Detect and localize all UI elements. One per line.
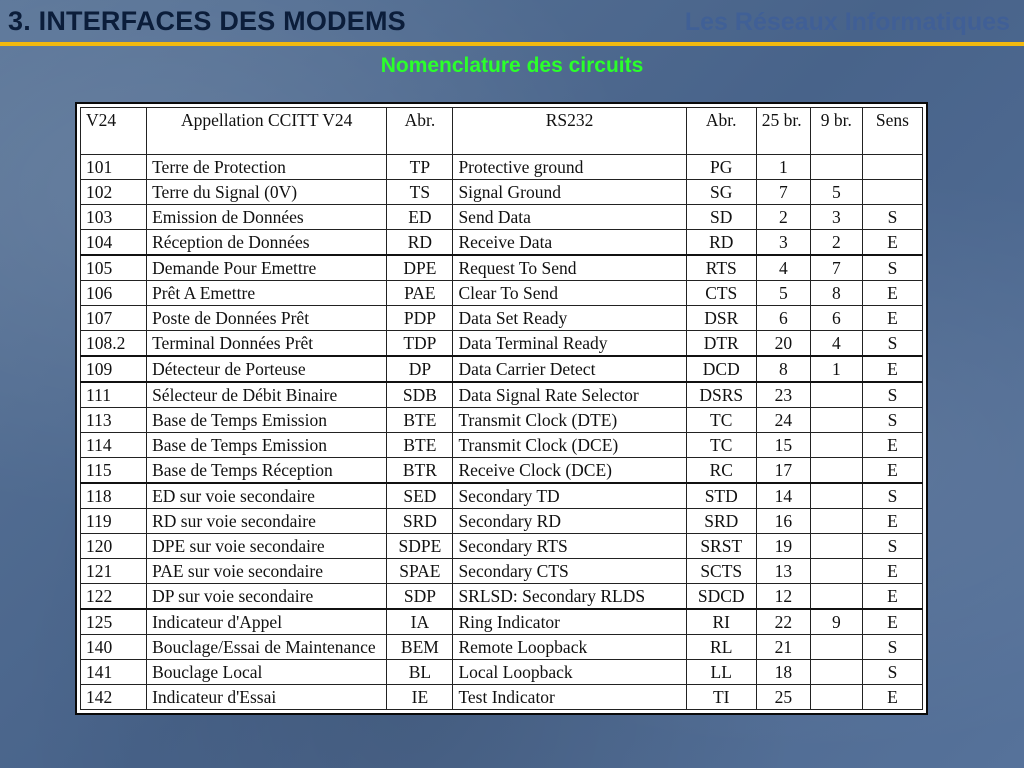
table-cell: S — [862, 205, 922, 230]
table-cell: Indicateur d'Appel — [147, 609, 387, 635]
table-cell: 107 — [81, 306, 147, 331]
table-cell: RC — [686, 458, 756, 484]
table-cell: Secondary TD — [453, 483, 686, 509]
table-cell — [810, 584, 862, 610]
table-cell: S — [862, 483, 922, 509]
table-cell: 3 — [810, 205, 862, 230]
table-cell: 24 — [756, 408, 810, 433]
table-header-row — [81, 108, 923, 155]
table-cell: 20 — [756, 331, 810, 357]
table-cell: 6 — [810, 306, 862, 331]
table-cell: Data Terminal Ready — [453, 331, 686, 357]
table-cell: TC — [686, 408, 756, 433]
table-cell: IE — [387, 685, 453, 710]
table-cell: 120 — [81, 534, 147, 559]
table-cell: 15 — [756, 433, 810, 458]
table-cell: E — [862, 281, 922, 306]
table-cell — [810, 155, 862, 180]
table-cell: TC — [686, 433, 756, 458]
table-cell: SDB — [387, 382, 453, 408]
title-divider — [0, 42, 1024, 46]
table-cell: S — [862, 331, 922, 357]
table-cell: Bouclage Local — [147, 660, 387, 685]
table-cell: Secondary RD — [453, 509, 686, 534]
table-cell: SDCD — [686, 584, 756, 610]
table-cell: E — [862, 433, 922, 458]
table-cell: Signal Ground — [453, 180, 686, 205]
table-cell: 1 — [810, 356, 862, 382]
table-cell: E — [862, 356, 922, 382]
table-cell: RI — [686, 609, 756, 635]
table-cell: 114 — [81, 433, 147, 458]
table-cell: 104 — [81, 230, 147, 256]
table-cell: 103 — [81, 205, 147, 230]
table-cell: DSR — [686, 306, 756, 331]
table-cell: S — [862, 382, 922, 408]
table-row — [81, 331, 923, 357]
table-cell: SCTS — [686, 559, 756, 584]
table-row — [81, 559, 923, 584]
table-cell: BEM — [387, 635, 453, 660]
table-row — [81, 660, 923, 685]
table-cell: 122 — [81, 584, 147, 610]
table-cell: Receive Clock (DCE) — [453, 458, 686, 484]
table-cell: 106 — [81, 281, 147, 306]
table-cell: 108.2 — [81, 331, 147, 357]
table-row — [81, 281, 923, 306]
table-cell: Data Set Ready — [453, 306, 686, 331]
table-cell: 142 — [81, 685, 147, 710]
table-cell — [810, 433, 862, 458]
table-cell: ED — [387, 205, 453, 230]
table-cell: SRD — [686, 509, 756, 534]
table-cell — [810, 635, 862, 660]
table-cell — [810, 559, 862, 584]
table-cell — [810, 685, 862, 710]
table-cell: 23 — [756, 382, 810, 408]
column-header: Abr. — [387, 108, 453, 155]
table-cell: Local Loopback — [453, 660, 686, 685]
table-cell: TP — [387, 155, 453, 180]
table-cell: Indicateur d'Essai — [147, 685, 387, 710]
slide-subtitle: Nomenclature des circuits — [380, 54, 644, 77]
table-cell: S — [862, 534, 922, 559]
table-cell: SRLSD: Secondary RLDS — [453, 584, 686, 610]
table-cell: 105 — [81, 255, 147, 281]
table-cell: Bouclage/Essai de Maintenance — [147, 635, 387, 660]
column-header: Appellation CCITT V24 — [147, 108, 387, 155]
table-cell: 113 — [81, 408, 147, 433]
table-cell: SD — [686, 205, 756, 230]
table-cell: 121 — [81, 559, 147, 584]
table-cell: DP sur voie secondaire — [147, 584, 387, 610]
table-cell: 1 — [756, 155, 810, 180]
table-row — [81, 609, 923, 635]
table-cell: Send Data — [453, 205, 686, 230]
table-cell: Prêt A Emettre — [147, 281, 387, 306]
table-cell: 7 — [810, 255, 862, 281]
table-cell: E — [862, 609, 922, 635]
table-cell: LL — [686, 660, 756, 685]
table-cell: Emission de Données — [147, 205, 387, 230]
table-cell: 115 — [81, 458, 147, 484]
table-cell — [810, 458, 862, 484]
table-cell: Terre de Protection — [147, 155, 387, 180]
table-cell: Base de Temps Emission — [147, 408, 387, 433]
table-row — [81, 584, 923, 610]
table-row — [81, 255, 923, 281]
table-cell: 6 — [756, 306, 810, 331]
table-cell: Réception de Données — [147, 230, 387, 256]
table-cell: CTS — [686, 281, 756, 306]
table-cell — [862, 180, 922, 205]
table-cell: 119 — [81, 509, 147, 534]
table-row — [81, 382, 923, 408]
table-row — [81, 534, 923, 559]
table-cell: ED sur voie secondaire — [147, 483, 387, 509]
table-cell: DPE sur voie secondaire — [147, 534, 387, 559]
table-cell: E — [862, 458, 922, 484]
column-header: V24 — [81, 108, 147, 155]
table-cell: 7 — [756, 180, 810, 205]
table-cell: Receive Data — [453, 230, 686, 256]
table-cell: SED — [387, 483, 453, 509]
table-cell: 14 — [756, 483, 810, 509]
table-cell: RD — [387, 230, 453, 256]
table-cell: 22 — [756, 609, 810, 635]
table-cell: Remote Loopback — [453, 635, 686, 660]
table-cell: Data Signal Rate Selector — [453, 382, 686, 408]
table-cell: 111 — [81, 382, 147, 408]
table-cell: SDP — [387, 584, 453, 610]
table-cell: 101 — [81, 155, 147, 180]
column-header: Abr. — [686, 108, 756, 155]
table-cell: 2 — [756, 205, 810, 230]
table-cell: 3 — [756, 230, 810, 256]
table-row — [81, 509, 923, 534]
table-cell: Ring Indicator — [453, 609, 686, 635]
table-cell: DTR — [686, 331, 756, 357]
brand-watermark: Les Réseaux Informatiques — [684, 8, 1010, 36]
table-cell: 17 — [756, 458, 810, 484]
table-cell: 4 — [756, 255, 810, 281]
table-cell: BTR — [387, 458, 453, 484]
table-cell: BTE — [387, 433, 453, 458]
table-row — [81, 356, 923, 382]
table-cell: TI — [686, 685, 756, 710]
table-cell: Clear To Send — [453, 281, 686, 306]
table-row — [81, 483, 923, 509]
table-cell: SG — [686, 180, 756, 205]
table-cell: PAE sur voie secondaire — [147, 559, 387, 584]
table-cell: 12 — [756, 584, 810, 610]
table-cell: DPE — [387, 255, 453, 281]
table-cell: 125 — [81, 609, 147, 635]
table-cell: 109 — [81, 356, 147, 382]
column-header: Sens — [862, 108, 922, 155]
table-cell: 18 — [756, 660, 810, 685]
table-cell: E — [862, 559, 922, 584]
table-cell: IA — [387, 609, 453, 635]
table-cell: 8 — [756, 356, 810, 382]
circuit-table-frame — [75, 102, 928, 715]
table-cell: 2 — [810, 230, 862, 256]
table-cell: 8 — [810, 281, 862, 306]
table-cell: TS — [387, 180, 453, 205]
table-cell: Détecteur de Porteuse — [147, 356, 387, 382]
table-cell: RL — [686, 635, 756, 660]
table-cell: Data Carrier Detect — [453, 356, 686, 382]
table-cell: S — [862, 255, 922, 281]
table-cell: Base de Temps Réception — [147, 458, 387, 484]
table-cell: E — [862, 685, 922, 710]
table-cell: SDPE — [387, 534, 453, 559]
table-cell: DP — [387, 356, 453, 382]
table-cell: 19 — [756, 534, 810, 559]
table-cell: 9 — [810, 609, 862, 635]
table-cell: Poste de Données Prêt — [147, 306, 387, 331]
table-row — [81, 205, 923, 230]
table-cell: 13 — [756, 559, 810, 584]
table-cell: BL — [387, 660, 453, 685]
table-cell: Terminal Données Prêt — [147, 331, 387, 357]
table-cell: Test Indicator — [453, 685, 686, 710]
table-row — [81, 408, 923, 433]
circuit-table — [80, 107, 923, 710]
table-cell: RD — [686, 230, 756, 256]
column-header: RS232 — [453, 108, 686, 155]
slide-title: 3. INTERFACES DES MODEMS — [8, 6, 406, 36]
table-row — [81, 180, 923, 205]
table-cell — [810, 483, 862, 509]
table-cell: 5 — [810, 180, 862, 205]
table-cell: TDP — [387, 331, 453, 357]
table-cell: STD — [686, 483, 756, 509]
table-cell: DCD — [686, 356, 756, 382]
table-row — [81, 458, 923, 484]
table-cell: S — [862, 408, 922, 433]
table-cell: Protective ground — [453, 155, 686, 180]
table-cell — [810, 382, 862, 408]
table-cell: RTS — [686, 255, 756, 281]
table-cell: E — [862, 509, 922, 534]
table-cell: PAE — [387, 281, 453, 306]
table-cell: 21 — [756, 635, 810, 660]
table-cell: DSRS — [686, 382, 756, 408]
table-cell: 4 — [810, 331, 862, 357]
table-cell: 25 — [756, 685, 810, 710]
column-header: 9 br. — [810, 108, 862, 155]
table-cell: E — [862, 230, 922, 256]
table-cell: 140 — [81, 635, 147, 660]
table-cell: E — [862, 306, 922, 331]
table-cell: Request To Send — [453, 255, 686, 281]
table-cell — [810, 509, 862, 534]
table-cell: Terre du Signal (0V) — [147, 180, 387, 205]
table-cell: 5 — [756, 281, 810, 306]
table-cell: 102 — [81, 180, 147, 205]
table-cell: S — [862, 660, 922, 685]
table-row — [81, 433, 923, 458]
table-cell: 141 — [81, 660, 147, 685]
table-cell: PDP — [387, 306, 453, 331]
table-cell: BTE — [387, 408, 453, 433]
table-cell: 118 — [81, 483, 147, 509]
table-cell: Secondary CTS — [453, 559, 686, 584]
table-cell: Sélecteur de Débit Binaire — [147, 382, 387, 408]
table-cell: PG — [686, 155, 756, 180]
table-cell: Base de Temps Emission — [147, 433, 387, 458]
table-cell: Demande Pour Emettre — [147, 255, 387, 281]
table-cell: Secondary RTS — [453, 534, 686, 559]
table-cell: SRST — [686, 534, 756, 559]
table-row — [81, 685, 923, 710]
table-cell: 16 — [756, 509, 810, 534]
table-cell: Transmit Clock (DTE) — [453, 408, 686, 433]
table-cell: S — [862, 635, 922, 660]
table-row — [81, 635, 923, 660]
table-row — [81, 306, 923, 331]
column-header: 25 br. — [756, 108, 810, 155]
table-cell: Transmit Clock (DCE) — [453, 433, 686, 458]
table-cell: SRD — [387, 509, 453, 534]
table-cell — [810, 408, 862, 433]
table-row — [81, 230, 923, 256]
table-cell — [810, 534, 862, 559]
table-cell: SPAE — [387, 559, 453, 584]
table-cell — [862, 155, 922, 180]
table-cell — [810, 660, 862, 685]
table-cell: E — [862, 584, 922, 610]
table-row — [81, 155, 923, 180]
table-cell: RD sur voie secondaire — [147, 509, 387, 534]
